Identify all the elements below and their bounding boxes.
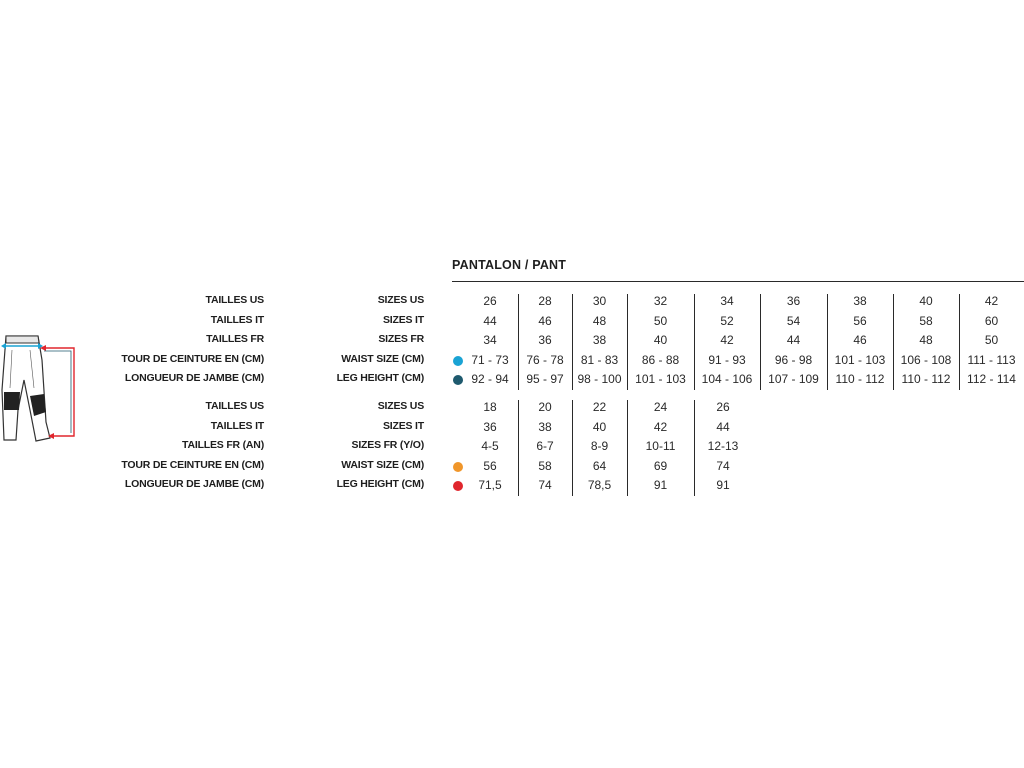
table-cell: 36 [483,419,497,434]
table-row [0,476,1024,495]
table-cell: 71,5 [478,478,502,492]
table-cell: 38 [853,294,867,308]
table-cell: 91 [716,478,730,492]
row-label-fr: TAILLES FR (AN) [182,439,264,451]
table-cell: 8-9 [590,439,609,453]
table-cell: 91 [653,478,668,492]
table-row [0,437,1024,456]
table-cell: 36 [538,333,552,347]
table-cell: 107 - 109 [768,372,819,386]
column-divider [827,294,828,390]
table-cell: 12-13 [707,439,739,453]
table-row [0,312,1024,331]
row-label-en: SIZES FR (Y/O) [351,439,424,451]
column-divider [760,294,761,390]
table-cell: 20 [538,400,552,414]
table-cell: 106 - 108 [900,352,952,367]
table-cell: 110 - 112 [835,372,885,386]
table-cell: 69 [653,458,668,473]
table-cell: 46 [538,313,552,328]
table-row [0,292,1024,311]
row-label-fr: TOUR DE CEINTURE EN (CM) [121,458,264,471]
table-cell: 110 - 112 [901,372,951,386]
column-divider [572,294,573,390]
table-cell: 46 [853,333,867,347]
table-cell: 101 - 103 [635,372,686,386]
table-cell: 40 [653,333,668,347]
table-cell: 38 [538,419,552,434]
table-cell: 44 [716,419,730,434]
table-cell: 32 [653,294,668,308]
row-label-en: WAIST SIZE (CM) [341,352,424,365]
table-cell: 56 [853,313,867,328]
table-cell: 86 - 88 [641,352,680,367]
table-cell: 42 [720,333,734,347]
table-cell: 10-11 [645,439,676,453]
table-cell: 60 [984,313,999,328]
table-row [0,331,1024,350]
column-divider [627,400,628,496]
table-cell: 50 [984,333,999,347]
table-cell: 48 [919,333,933,347]
table-cell: 76 - 78 [526,352,564,367]
table-cell: 44 [483,313,497,328]
table-cell: 92 - 94 [471,372,509,386]
table-row [0,370,1024,389]
table-cell: 50 [653,313,668,328]
table-cell: 104 - 106 [701,372,753,386]
table-cell: 112 - 114 [967,372,1016,386]
row-label-fr: TAILLES IT [210,419,264,432]
row-label-en: SIZES FR [378,333,424,345]
row-label-en: SIZES US [377,400,424,412]
row-label-fr: TAILLES US [205,400,264,412]
column-divider [627,294,628,390]
chart-title: PANTALON / PANT [452,258,567,272]
table-cell: 22 [592,400,607,414]
table-cell: 95 - 97 [526,372,564,386]
column-divider [959,294,960,390]
row-label-fr: TOUR DE CEINTURE EN (CM) [121,352,264,365]
row-label-fr: LONGUEUR DE JAMBE (CM) [124,478,264,490]
table-cell: 18 [483,400,497,414]
row-label-en: LEG HEIGHT (CM) [336,372,424,384]
column-divider [694,294,695,390]
table-cell: 34 [720,294,734,308]
table-cell: 101 - 103 [834,352,886,367]
row-label-en: SIZES US [377,294,424,306]
row-label-en: LEG HEIGHT (CM) [336,478,424,490]
column-divider [518,294,519,390]
table-cell: 4-5 [481,439,499,453]
table-cell: 42 [653,419,668,434]
table-cell: 44 [786,333,801,347]
table-cell: 26 [483,294,497,308]
table-cell: 40 [592,419,607,434]
column-divider [893,294,894,390]
table-row [0,398,1024,417]
table-cell: 91 - 93 [708,352,746,367]
table-cell: 40 [919,294,933,308]
table-row [0,457,1024,476]
column-divider [572,400,573,496]
row-label-en: WAIST SIZE (CM) [341,458,424,471]
table-cell: 30 [592,294,607,308]
table-cell: 111 - 113 [967,352,1016,367]
table-cell: 6-7 [536,439,554,453]
row-label-fr: TAILLES FR [206,333,264,345]
table-cell: 96 - 98 [774,352,813,367]
table-cell: 52 [720,313,734,328]
table-cell: 28 [538,294,552,308]
table-row [0,418,1024,437]
table-cell: 98 - 100 [577,372,622,386]
table-cell: 81 - 83 [580,352,619,367]
column-divider [694,400,695,496]
table-cell: 58 [538,458,552,473]
table-cell: 26 [716,400,730,414]
column-divider [518,400,519,496]
table-cell: 64 [592,458,607,473]
table-cell: 48 [592,313,607,328]
table-cell: 36 [786,294,801,308]
table-cell: 34 [483,333,497,347]
table-cell: 74 [716,458,730,473]
table-cell: 78,5 [587,478,612,492]
row-label-en: SIZES IT [383,313,424,326]
table-cell: 58 [919,313,933,328]
table-cell: 54 [786,313,801,328]
table-row [0,351,1024,370]
row-label-fr: TAILLES IT [210,313,264,326]
row-label-fr: TAILLES US [205,294,264,306]
table-cell: 71 - 73 [471,352,509,367]
title-divider [452,281,1024,282]
row-label-fr: LONGUEUR DE JAMBE (CM) [124,372,264,384]
table-cell: 38 [592,333,607,347]
table-cell: 42 [984,294,999,308]
row-label-en: SIZES IT [383,419,424,432]
table-cell: 56 [483,458,497,473]
table-cell: 74 [538,478,552,492]
table-cell: 24 [653,400,668,414]
